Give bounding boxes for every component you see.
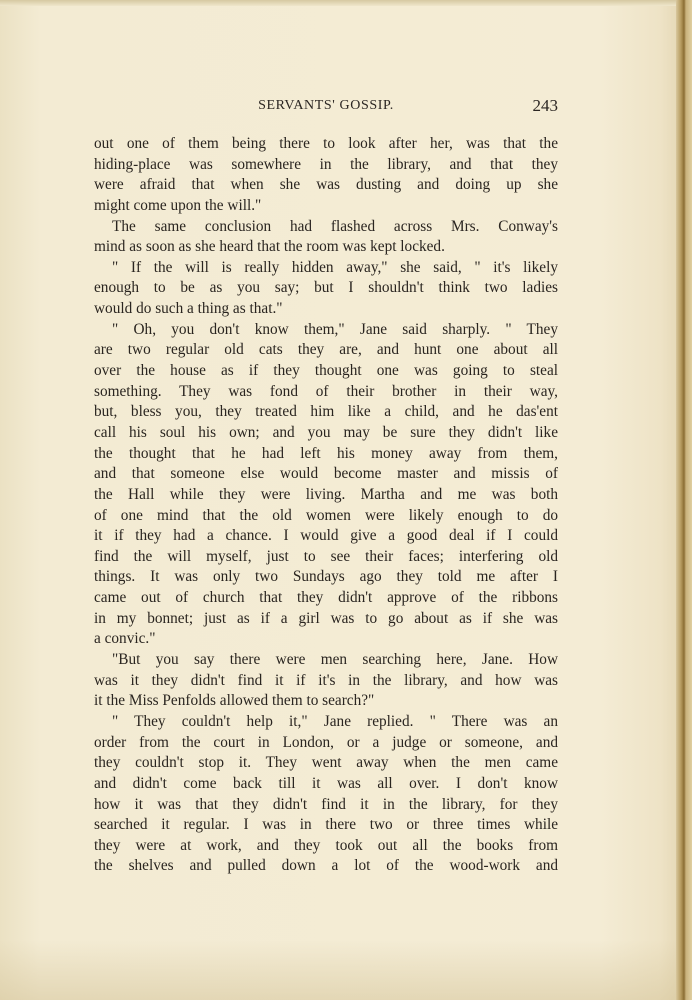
running-title: SERVANTS' GOSSIP. [258, 98, 394, 113]
text-line: might come upon the will." [94, 196, 262, 214]
text-line: but, bless you, they treated him like a child, and he das'ent [94, 403, 558, 421]
text-line: something. They was fond of their brother in their way, [94, 382, 558, 400]
text-line: it the Miss Penfolds allowed them to search?" [94, 692, 375, 710]
text-line: they were at work, and they took out all the books from [94, 836, 558, 854]
text-line: in my bonnet; just as if a girl was to go about as if she was [94, 609, 558, 627]
text-line: things. It was only two Sundays ago they told me after I [94, 568, 558, 586]
text-line: the shelves and pulled down a lot of the wood-work and [94, 857, 558, 875]
text-line: "But you say there were men searching here, Jane. How [112, 651, 558, 669]
text-line: would do such a thing as that." [94, 300, 283, 318]
text-line: it if they had a chance. I would give a good deal if I could [94, 527, 558, 545]
text-line: was it they didn't find it if it's in the library, and how was [94, 671, 558, 689]
text-line: and that someone else would become master and missis of [94, 465, 558, 483]
text-line: " If the will is really hidden away," she said, " it's likely [112, 258, 558, 276]
page-bottom-shadow [0, 940, 676, 1000]
text-line: the thought that he had left his money away from them, [94, 444, 558, 462]
text-line: of one mind that the old women were likely enough to do [94, 506, 558, 524]
text-line: " Oh, you don't know them," Jane said sharply. " They [112, 320, 558, 338]
page-top-edge [0, 0, 676, 6]
text-line: out one of them being there to look after her, was that the [94, 135, 558, 152]
text-line: searched it regular. I was in there two or three times while [94, 816, 558, 834]
text-line: how it was that they didn't find it in the library, for they [94, 795, 558, 813]
text-line: call his soul his own; and you may be sure they didn't like [94, 423, 558, 441]
text-line: they couldn't stop it. They went away when the men came [94, 754, 558, 772]
text-line: enough to be as you say; but I shouldn't think two ladies [94, 279, 558, 297]
text-line: a convic." [94, 630, 156, 648]
text-line: find the will myself, just to see their faces; interfering old [94, 547, 558, 565]
text-line: order from the court in London, or a judge or someone, and [94, 733, 558, 751]
page-number: 243 [532, 96, 558, 115]
text-line: hiding-place was somewhere in the library, and that they [94, 155, 558, 173]
text-line: over the house as if they thought one was going to steal [94, 362, 558, 380]
text-line: and didn't come back till it was all over. I don't know [94, 774, 558, 792]
text-line: mind as soon as she heard that the room was kept locked. [94, 238, 445, 256]
page-spine-edge [676, 0, 692, 1000]
text-line: are two regular old cats they are, and hunt one about all [94, 341, 558, 359]
running-head [94, 96, 558, 116]
text-line: The same conclusion had flashed across Mrs. Conway's [112, 217, 558, 235]
text-line: were afraid that when she was dusting and doing up she [94, 176, 558, 194]
text-line: " They couldn't help it," Jane replied. " There was an [112, 712, 558, 730]
text-line: the Hall while they were living. Martha and me was both [94, 485, 558, 503]
text-line: came out of church that they didn't approve of the ribbons [94, 589, 558, 607]
body-text [94, 134, 558, 877]
